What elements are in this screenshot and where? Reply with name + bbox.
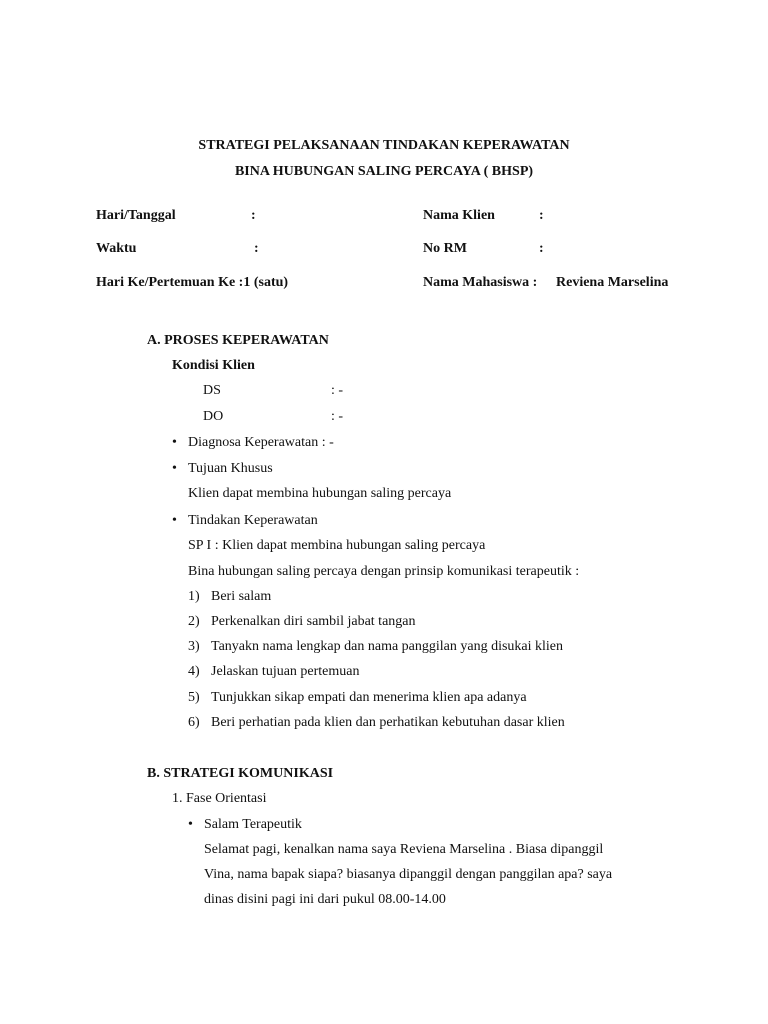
- step-number: 2): [188, 614, 200, 629]
- nama-mahasiswa-value: Reviena Marselina: [556, 275, 669, 290]
- step-text: Perkenalkan diri sambil jabat tangan: [211, 614, 416, 629]
- step-number: 4): [188, 664, 200, 679]
- step-text: Jelaskan tujuan pertemuan: [211, 664, 360, 679]
- hari-tanggal-colon: :: [251, 208, 256, 223]
- section-a-heading: A. PROSES KEPERAWATAN: [147, 333, 329, 348]
- step-text: Tanyakn nama lengkap dan nama panggilan yang disukai klien: [211, 639, 564, 654]
- waktu-label: Waktu: [96, 241, 137, 256]
- do-value: : -: [331, 409, 344, 424]
- step-text: Beri perhatian pada klien dan perhatikan kebutuhan dasar klien: [211, 715, 565, 730]
- pertemuan-text: Hari Ke/Pertemuan Ke :1 (satu): [96, 275, 289, 290]
- salam-line: Selamat pagi, kenalkan nama saya Reviena Marselina . Biasa dipanggil: [204, 842, 604, 857]
- step-text: Beri salam: [211, 589, 272, 604]
- sp-text: SP I : Klien dapat membina hubungan saling percaya: [188, 538, 486, 553]
- step-number: 6): [188, 715, 200, 730]
- step-number: 5): [188, 690, 200, 705]
- nama-klien-label: Nama Klien: [423, 208, 495, 223]
- prinsip-text: Bina hubungan saling percaya dengan prinsip komunikasi terapeutik :: [188, 564, 580, 579]
- salam-line: dinas disini pagi ini dari pukul 08.00-14.00: [204, 892, 446, 907]
- salam-label: • Salam Terapeutik: [204, 816, 302, 834]
- document-title-line2: BINA HUBUNGAN SALING PERCAYA ( BHSP): [234, 164, 534, 179]
- kondisi-klien-label: Kondisi Klien: [172, 358, 255, 373]
- ds-value: : -: [331, 383, 344, 398]
- no-rm-label: No RM: [423, 241, 467, 256]
- step-number: 3): [188, 639, 200, 654]
- tindakan-label: • Tindakan Keperawatan: [188, 512, 318, 530]
- ds-label: DS: [203, 383, 221, 398]
- tujuan-label: • Tujuan Khusus: [188, 460, 273, 478]
- section-b-heading: B. STRATEGI KOMUNIKASI: [147, 766, 334, 781]
- diagnosa-item: • Diagnosa Keperawatan : -: [188, 434, 334, 452]
- hari-tanggal-label: Hari/Tanggal: [96, 208, 176, 223]
- step-number: 1): [188, 589, 200, 604]
- salam-line: Vina, nama bapak siapa? biasanya dipanggil dengan panggilan apa? saya: [204, 867, 613, 882]
- nama-klien-colon: :: [539, 208, 544, 223]
- no-rm-colon: :: [539, 241, 544, 256]
- tujuan-text: Klien dapat membina hubungan saling percaya: [188, 486, 452, 501]
- nama-mahasiswa-label: Nama Mahasiswa :: [423, 275, 538, 290]
- fase-orientasi: 1. Fase Orientasi: [172, 791, 267, 806]
- do-label: DO: [203, 409, 224, 424]
- document-title-line1: STRATEGI PELAKSANAAN TINDAKAN KEPERAWATAN: [198, 138, 570, 153]
- waktu-colon: :: [254, 241, 259, 256]
- step-text: Tunjukkan sikap empati dan menerima klien apa adanya: [211, 690, 527, 705]
